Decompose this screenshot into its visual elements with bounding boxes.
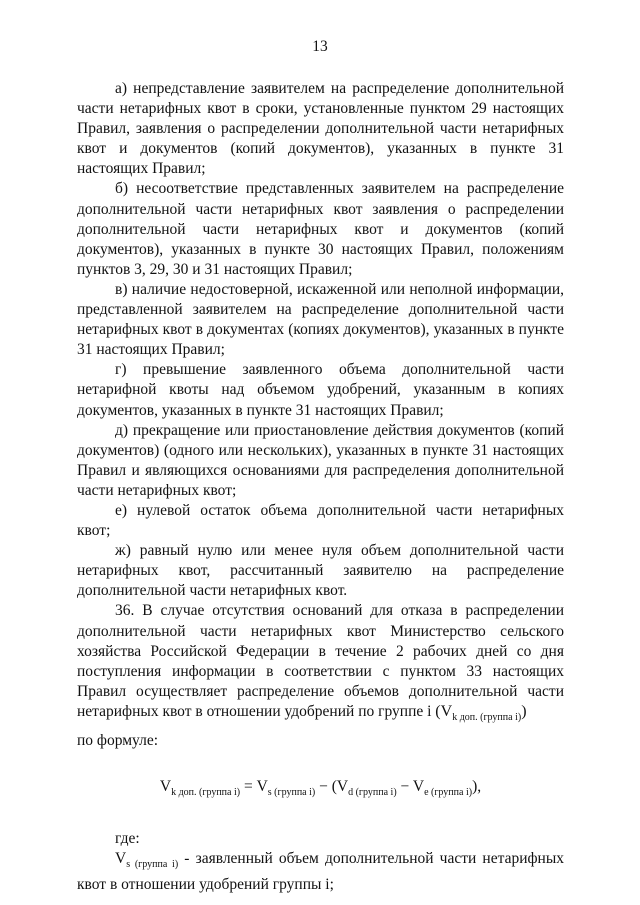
paragraph-36-text: 36. В случае отсутствия оснований для отказа в распределении дополнительной части нетарифных квот Министерство сельского хозяйства Российской Федерации в течение 2 рабочих дней со дня поступления информации в соответствии с пунктом 33 настоящих Правил осуществляет распределение объемов дополнительной части нетарифных квот в отношении удобрений по группе i xyxy=(77,602,564,720)
definition-symbol-sub: s (группа i) xyxy=(126,859,179,871)
paragraph-d: д) прекращение или приостановление действия документов (копий документов) (одного или нескольких), указанных в пункте 31 настоящих Правил и являющихся основаниями для распределения дополнительной части нетарифных квот; xyxy=(77,421,564,499)
paragraph-e: е) нулевой остаток объема дополнительной части нетарифных квот; xyxy=(77,501,564,540)
paragraph-36 xyxy=(77,601,564,728)
page-number: 13 xyxy=(312,38,328,55)
paragraph-a: а) непредставление заявителем на распределение дополнительной части нетарифных квот в сроки, установленные пунктом 29 настоящих Правил, заявления о распределении дополнительной части нетарифных квот и документов (копий документов), указанных в пункте 31 настоящих Правил; xyxy=(77,80,564,178)
document-body xyxy=(77,79,564,895)
v-k-dop-symbol: $(V_{k доп. (группа i)})$ xyxy=(435,702,527,723)
definition-text: - заявленный объем дополнительной части нетарифных квот в отношении удобрений группы i; xyxy=(77,850,564,894)
definition-vs xyxy=(77,849,564,895)
formula: $V_{k доп. (группа i)} = V_{s (группа i)} - (V_{d (группа i)} - V_{e (группа i)})$, xyxy=(159,778,482,799)
paragraph-zh: ж) равный нулю или менее нуля объем дополнительной части нетарифных квот, рассчитанный заявителю на распределение дополнительной части нетарифных квот. xyxy=(77,542,564,600)
paragraph-b: б) несоответствие представленных заявителем на распределение дополнительной части нетарифных квот заявления о распределении дополнительной части нетарифных квот и документов (копий документов), указанных в пункте 30 настоящих Правил, положениям пунктов 3, 29, 30 и 31 настоящих Правил; xyxy=(77,180,564,278)
formula-intro: по формуле: xyxy=(77,732,159,749)
paragraph-v: в) наличие недостоверной, искаженной или неполной информации, представленной заявителем на распределение дополнительной части нетарифных квот в документах (копиях документов), указанных в пункте 31 настоящих Правил; xyxy=(77,280,564,359)
definition-symbol: V xyxy=(115,850,127,868)
paragraph-g: г) превышение заявленного объема дополнительной части нетарифной квоты над объемом удобрений, указанным в копиях документов, указанных в пункте 31 настоящих Правил; xyxy=(77,361,564,419)
where-label: где: xyxy=(115,830,140,848)
